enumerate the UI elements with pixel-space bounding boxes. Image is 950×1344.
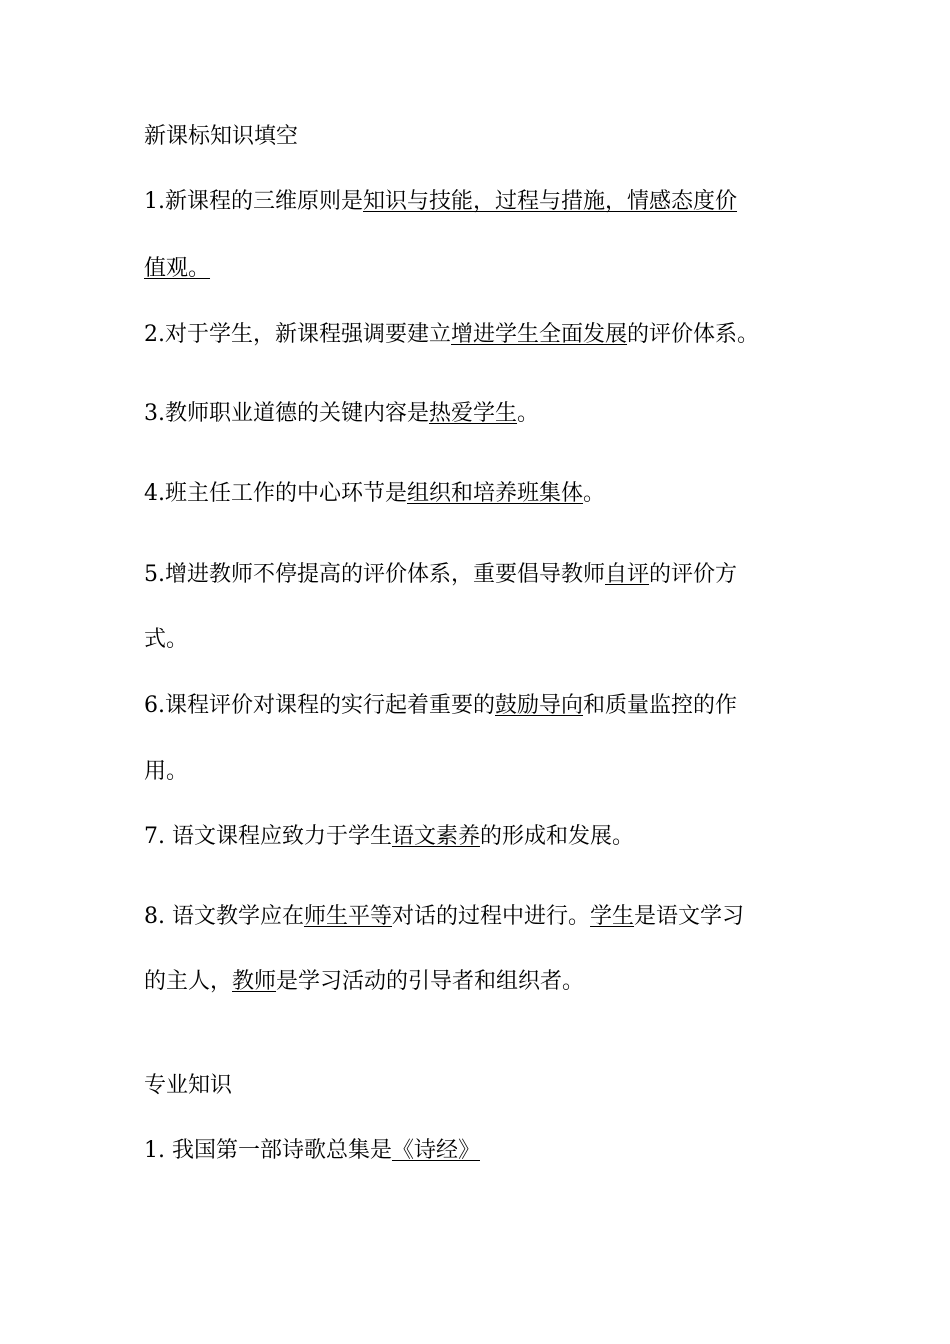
text-segment: 6.课程评价对课程的实行起着重要的 [144, 693, 495, 718]
text-segment: 3.教师职业道德的关键内容是 [144, 401, 429, 426]
text-segment: 的主人， [144, 969, 233, 994]
question-8-line-2 [144, 967, 814, 997]
question-4 [144, 479, 814, 509]
question-5-line-1 [144, 560, 814, 590]
text-segment: 。 [517, 401, 540, 426]
answer-blank: 教师 [232, 969, 277, 994]
answer-blank: 值观。 [144, 256, 211, 281]
text-segment: 7. 语文课程应致力于学生 [144, 824, 392, 849]
text-segment: 是学习活动的引导者和组织者。 [276, 969, 585, 994]
question-6-line-1 [144, 691, 814, 721]
text-segment: 2.对于学生，新课程强调要建立 [144, 322, 451, 347]
text-segment: 1. 我国第一部诗歌总集是 [144, 1138, 392, 1163]
question-6-line-2 [144, 757, 814, 787]
answer-blank: 自评 [605, 562, 650, 587]
text-segment: 4.班主任工作的中心环节是 [144, 481, 407, 506]
answer-blank: 鼓励导向 [495, 693, 584, 718]
professional-question-1 [144, 1136, 814, 1166]
text-segment: 的评价方 [649, 562, 738, 587]
text-segment: 的形成和发展。 [480, 824, 635, 849]
question-1-line-1 [144, 187, 814, 217]
text-segment: 1.新课程的三维原则是 [144, 189, 363, 214]
question-1-line-2 [144, 254, 814, 284]
text-segment: 用。 [144, 759, 189, 784]
section-heading-professional: 专业知识 [144, 1073, 233, 1098]
answer-blank: 热爱学生 [429, 401, 518, 426]
answer-blank: 语文素养 [391, 824, 480, 849]
answer-blank: 知识与技能，过程与措施，情感态度价 [363, 189, 738, 214]
question-2 [144, 320, 814, 350]
text-segment: 式。 [144, 627, 189, 652]
answer-blank: 组织和培养班集体 [407, 481, 584, 506]
text-segment: 是语文学习 [634, 904, 745, 929]
text-segment: 和质量监控的作 [583, 693, 738, 718]
text-segment: 。 [583, 481, 606, 506]
answer-blank: 学生 [590, 904, 635, 929]
question-3 [144, 399, 814, 429]
text-segment: 的评价体系。 [627, 322, 760, 347]
question-7 [144, 822, 814, 852]
text-segment: 对话的过程中进行。 [392, 904, 591, 929]
text-segment: 8. 语文教学应在 [144, 904, 304, 929]
question-8-line-1 [144, 902, 814, 932]
answer-blank: 《诗经》 [391, 1138, 480, 1163]
question-5-line-2 [144, 625, 814, 655]
section-heading-curriculum: 新课标知识填空 [144, 124, 299, 149]
answer-blank: 师生平等 [303, 904, 392, 929]
text-segment: 5.增进教师不停提高的评价体系，重要倡导教师 [144, 562, 605, 587]
answer-blank: 增进学生全面发展 [451, 322, 628, 347]
